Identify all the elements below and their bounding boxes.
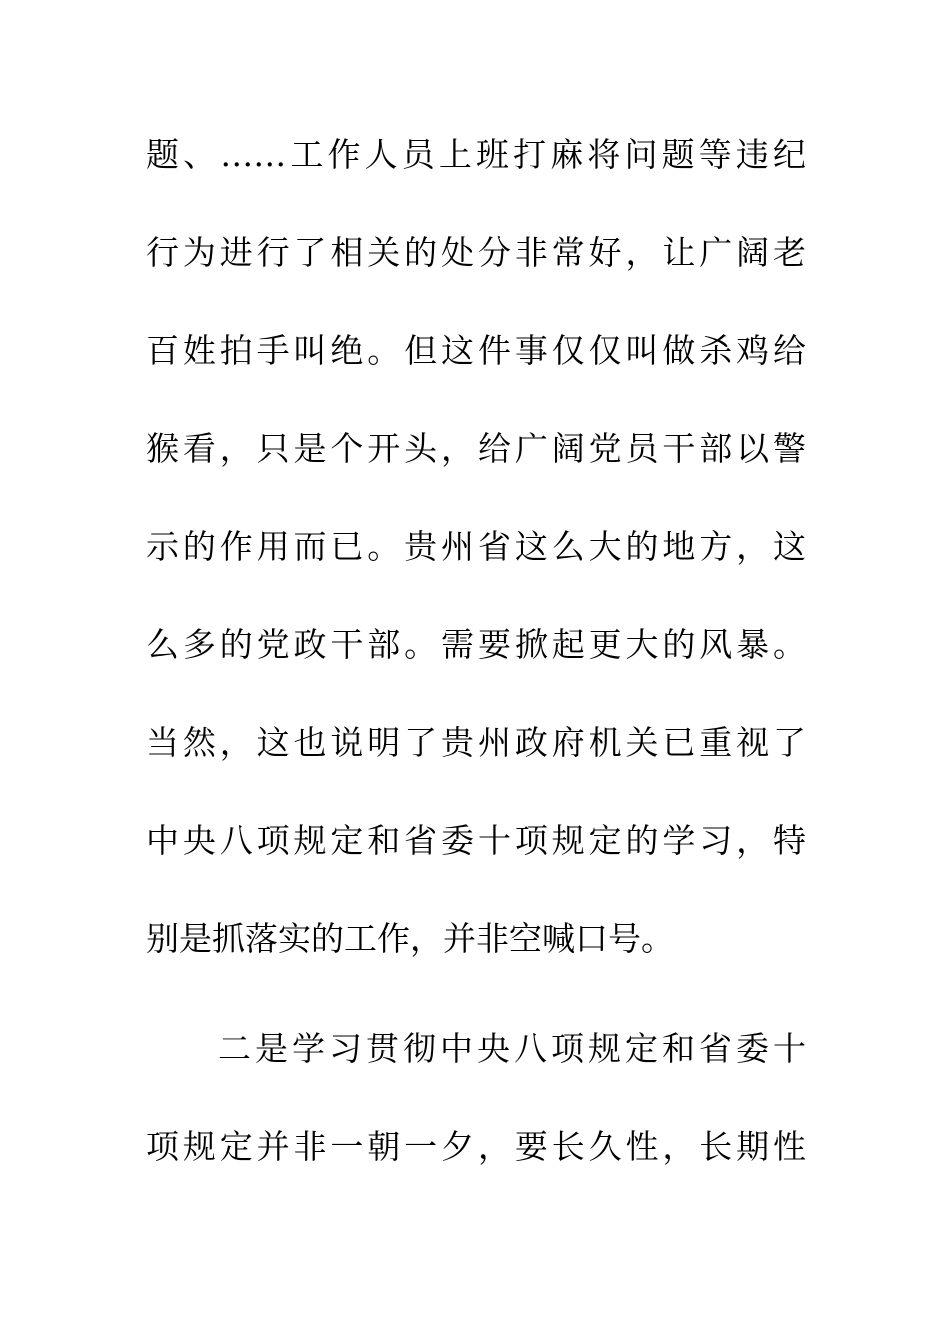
text-line: 中央八项规定和省委十项规定的学习，特 [146, 821, 806, 860]
paragraph-first-line: 二是学习贯彻中央八项规定和省委十 [218, 1029, 806, 1068]
text-line: 百姓拍手叫绝。但这件事仅仅叫做杀鸡给 [146, 331, 806, 370]
text-line: 猴看，只是个开头，给广阔党员干部以警 [146, 429, 806, 468]
text-line: 么多的党政干部。需要掀起更大的风暴。 [146, 625, 806, 664]
text-line: 行为进行了相关的处分非常好，让广阔老 [146, 233, 806, 272]
text-line: 项规定并非一朝一夕，要长久性，长期性 [146, 1127, 806, 1166]
text-line: 题、……工作人员上班打麻将问题等违纪 [146, 135, 806, 174]
text-line: 别是抓落实的工作，并非空喊口号。 [146, 919, 674, 958]
text-line: 当然，这也说明了贵州政府机关已重视了 [146, 723, 806, 762]
text-line: 示的作用而已。贵州省这么大的地方，这 [146, 527, 806, 566]
